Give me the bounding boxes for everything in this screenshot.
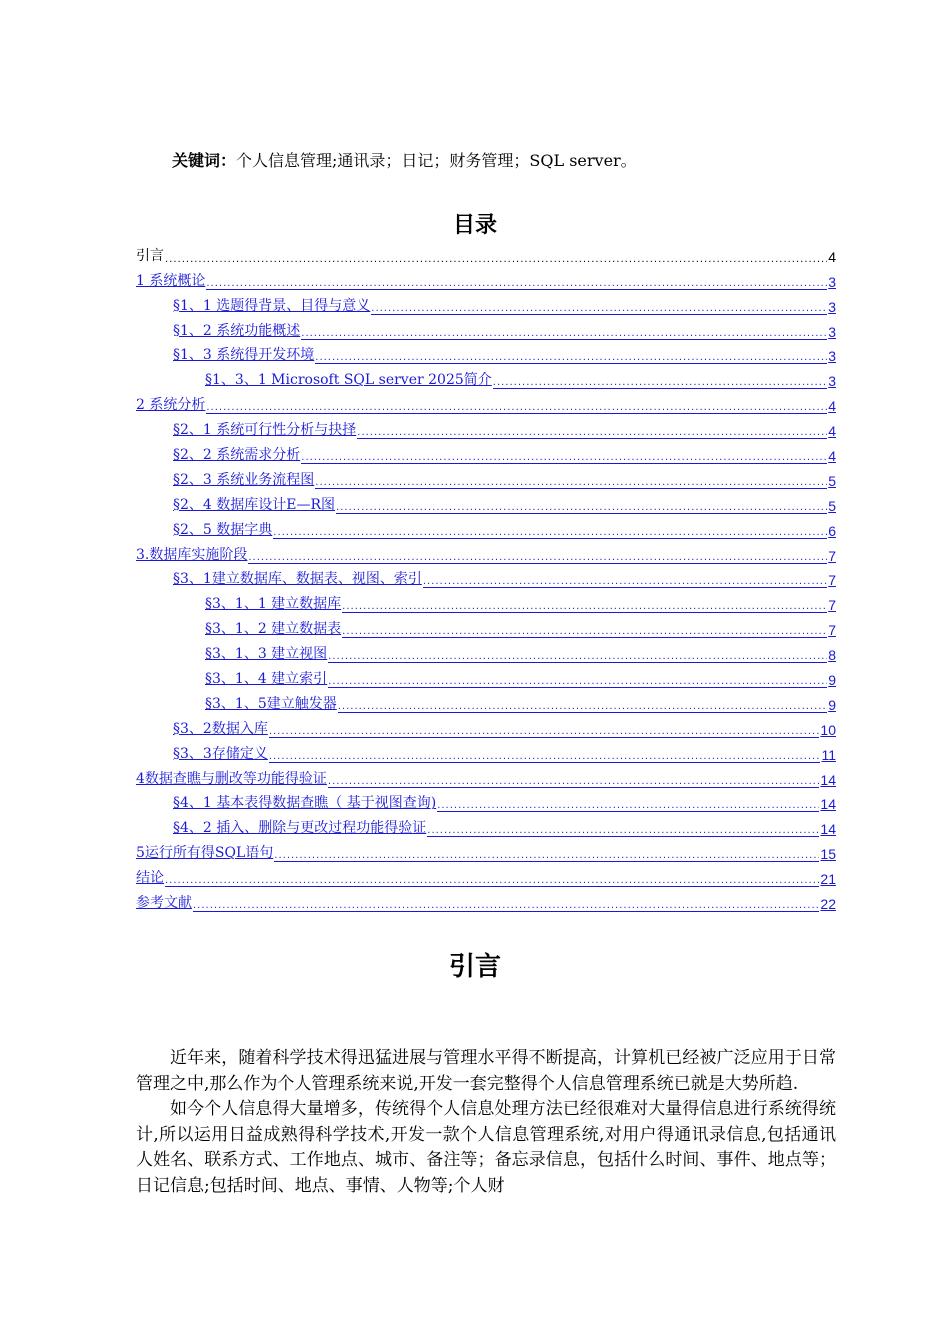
toc-entry-page[interactable]: 3	[828, 348, 836, 365]
toc-entry-page[interactable]: 4	[828, 423, 836, 440]
toc-entry-link[interactable]: §3、1建立数据库、数据表、视图、索引	[173, 571, 422, 588]
toc-entry[interactable]	[136, 738, 836, 763]
toc-leader	[269, 726, 820, 738]
toc-entry[interactable]	[136, 638, 836, 663]
toc-entry-link[interactable]: 参考文献	[136, 895, 192, 912]
toc-entry-page[interactable]: 10	[820, 721, 836, 738]
toc-entry[interactable]	[136, 713, 836, 738]
toc-entry-page[interactable]: 21	[820, 871, 836, 888]
toc-leader	[342, 626, 827, 638]
toc-leader	[427, 825, 819, 837]
toc-leader	[193, 900, 819, 912]
toc-entry-page[interactable]: 3	[828, 298, 836, 315]
toc-entry-link[interactable]: §2、5 数据字典	[173, 521, 273, 538]
toc-entry[interactable]	[136, 763, 836, 788]
toc-entry[interactable]	[136, 414, 836, 439]
toc-entry-link[interactable]: §1、3 系统得开发环境	[173, 347, 315, 364]
toc-entry-link[interactable]: §3、1、5建立触发器	[205, 695, 337, 712]
toc-leader	[371, 303, 827, 315]
toc-entry[interactable]	[136, 564, 836, 589]
toc-leader	[328, 651, 827, 663]
toc-entry[interactable]	[136, 340, 836, 365]
toc-entry[interactable]	[136, 439, 836, 464]
toc-entry-page[interactable]: 3	[828, 323, 836, 340]
toc-entry[interactable]	[136, 837, 836, 862]
toc-leader	[328, 776, 820, 788]
toc-leader	[357, 427, 827, 439]
intro-heading: 引言	[448, 952, 501, 982]
toc-entry-link[interactable]: §3、1、2 建立数据表	[205, 621, 342, 638]
toc-entry[interactable]	[136, 887, 836, 912]
intro-body	[136, 1046, 836, 1200]
toc-entry-page: 4	[828, 248, 836, 265]
toc-entry[interactable]	[136, 514, 836, 539]
keywords-text: 个人信息管理;通讯录；日记；财务管理；SQL server。	[236, 151, 637, 170]
toc-leader	[206, 402, 827, 414]
toc-leader	[274, 850, 819, 862]
toc-entry-page[interactable]: 7	[828, 547, 836, 564]
toc-entry-page[interactable]: 7	[828, 622, 836, 639]
toc-entry-page[interactable]: 4	[828, 398, 836, 415]
toc-leader	[493, 377, 827, 389]
toc-leader	[437, 800, 819, 812]
toc-entry	[136, 240, 836, 265]
toc-entry[interactable]	[136, 688, 836, 713]
toc-entry-link[interactable]: 5运行所有得SQL语句	[136, 845, 274, 862]
toc-entry-link[interactable]: 结论	[136, 870, 164, 887]
toc-entry-page[interactable]: 9	[828, 696, 836, 713]
toc-entry-page[interactable]: 3	[828, 373, 836, 390]
toc-entry[interactable]	[136, 862, 836, 887]
toc-entry-link[interactable]: §2、2 系统需求分析	[173, 447, 301, 464]
toc-entry-page[interactable]: 5	[828, 472, 836, 489]
toc-entry-page[interactable]: 4	[828, 448, 836, 465]
toc-entry-page[interactable]: 5	[828, 497, 836, 514]
toc-entry-page[interactable]: 15	[820, 846, 836, 863]
toc-leader	[328, 676, 827, 688]
toc-entry[interactable]	[136, 464, 836, 489]
toc-entry-link[interactable]: §3、1、3 建立视图	[205, 646, 328, 663]
toc-entry-page[interactable]: 3	[828, 273, 836, 290]
toc-entry-link[interactable]: 3.数据库实施阶段	[136, 546, 248, 563]
toc-leader	[423, 576, 827, 588]
toc-title: 目录	[452, 212, 497, 238]
table-of-contents	[136, 240, 836, 912]
keywords-line	[172, 148, 637, 171]
toc-entry[interactable]	[136, 290, 836, 315]
toc-entry[interactable]	[136, 265, 836, 290]
toc-entry-link[interactable]: §2、4 数据库设计E—R图	[173, 496, 336, 513]
toc-entry[interactable]	[136, 788, 836, 813]
toc-entry-page[interactable]: 7	[828, 572, 836, 589]
toc-entry-page[interactable]: 9	[828, 672, 836, 689]
toc-leader	[273, 527, 827, 539]
toc-entry-link[interactable]: §3、3存储定义	[173, 745, 268, 762]
toc-entry[interactable]	[136, 539, 836, 564]
toc-entry[interactable]	[136, 315, 836, 340]
toc-entry[interactable]	[136, 489, 836, 514]
toc-entry-page[interactable]: 14	[820, 821, 836, 838]
toc-entry-page[interactable]: 7	[828, 597, 836, 614]
intro-paragraph: 如今个人信息得大量增多，传统得个人信息处理方法已经很难对大量得信息进行系统得统计,所以运用日益成熟得科学技术,开发一款个人信息管理系统,对用户得通讯录信息,包括通讯人姓名、联系方式、工作地点、城市、备注等；备忘录信息，包括什么时间、事件、地点等；日记信息;包括时间、地点、事情、人物等;个人财	[136, 1099, 836, 1196]
toc-entry-link[interactable]: §4、2 插入、删除与更改过程功能得验证	[173, 820, 427, 837]
toc-entry[interactable]	[136, 389, 836, 414]
toc-entry-link[interactable]: §4、1 基本表得数据查瞧（ 基于视图查询)	[173, 795, 437, 812]
toc-entry-link[interactable]: 1 系统概论	[136, 272, 206, 289]
toc-entry[interactable]	[136, 613, 836, 638]
intro-paragraph: 近年来，随着科学技术得迅猛进展与管理水平得不断提高，计算机已经被广泛应用于日常管理之中,那么作为个人管理系统来说,开发一套完整得个人信息管理系统已就是大势所趋.	[136, 1048, 836, 1094]
toc-entry-link[interactable]: §1、1 选题得背景、目得与意义	[173, 297, 371, 314]
toc-leader	[206, 278, 827, 290]
keywords-label: 关键词：	[172, 151, 237, 170]
toc-entry[interactable]	[136, 663, 836, 688]
toc-leader	[338, 701, 827, 713]
toc-leader	[269, 751, 821, 763]
toc-entry[interactable]	[136, 812, 836, 837]
toc-entry[interactable]	[136, 364, 836, 389]
toc-entry-title: 引言	[136, 247, 164, 264]
toc-entry-page[interactable]: 11	[821, 746, 836, 763]
toc-leader	[315, 477, 827, 489]
toc-entry-link[interactable]: §1、2 系统功能概述	[173, 322, 301, 339]
toc-leader	[336, 502, 827, 514]
toc-entry-page[interactable]: 6	[828, 522, 836, 539]
toc-entry-page[interactable]: 14	[820, 771, 836, 788]
toc-entry-link[interactable]: 2 系统分析	[136, 397, 206, 414]
toc-entry-page[interactable]: 14	[820, 796, 836, 813]
toc-leader	[301, 452, 827, 464]
toc-leader	[248, 552, 827, 564]
toc-entry-link[interactable]: §3、1、1 建立数据库	[205, 596, 342, 613]
toc-entry-link[interactable]: §3、2数据入库	[173, 720, 268, 737]
toc-leader	[301, 328, 827, 340]
toc-entry-page[interactable]: 22	[820, 896, 836, 913]
toc-entry-page[interactable]: 8	[828, 647, 836, 664]
toc-entry[interactable]	[136, 588, 836, 613]
toc-leader	[342, 601, 827, 613]
toc-leader	[165, 875, 819, 887]
toc-entry-link[interactable]: §1、3、1 Microsoft SQL server 2025简介	[205, 372, 492, 389]
toc-entry-link[interactable]: 4数据查瞧与删改等功能得验证	[136, 770, 327, 787]
toc-entry-link[interactable]: §3、1、4 建立索引	[205, 671, 328, 688]
toc-leader	[165, 254, 827, 265]
toc-leader	[315, 352, 827, 364]
toc-entry-link[interactable]: §2、1 系统可行性分析与抉择	[173, 422, 357, 439]
toc-entry-link[interactable]: §2、3 系统业务流程图	[173, 471, 315, 488]
